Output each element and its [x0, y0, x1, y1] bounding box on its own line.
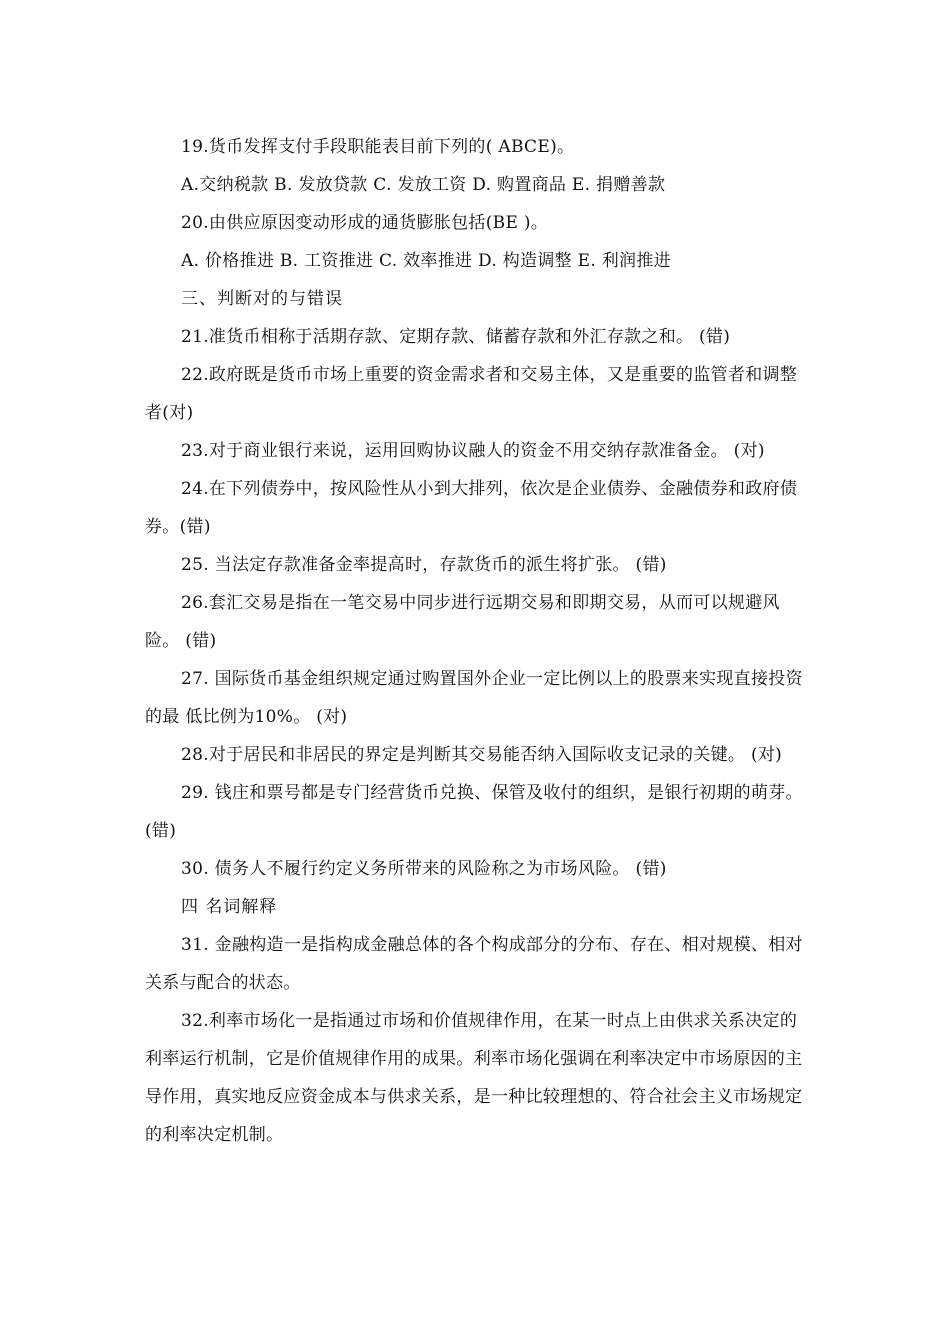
question-25: 25. 当法定存款准备金率提高时，存款货币的派生将扩张。 (错) [181, 555, 667, 575]
question-31: 31. 金融构造一是指构成金融总体的各个构成部分的分布、存在、相对规模、相对关系与配合的状态。 [145, 935, 803, 993]
question-19-options: A.交纳税款 B. 发放贷款 C. 发放工资 D. 购置商品 E. 捐赠善款 [181, 175, 666, 195]
question-19: 19.货币发挥支付手段职能表目前下列的( ABCE)。 [181, 137, 575, 157]
question-28: 28.对于居民和非居民的界定是判断其交易能否纳入国际收支记录的关键。 (对) [181, 745, 783, 765]
question-20-options: A. 价格推进 B. 工资推进 C. 效率推进 D. 构造调整 E. 利润推进 [181, 251, 671, 271]
question-20: 20.由供应原因变动形成的通货膨胀包括(BE )。 [181, 213, 549, 233]
question-26: 26.套汇交易是指在一笔交易中同步进行远期交易和即期交易，从而可以规避风险。 (错) [145, 593, 780, 651]
question-22: 22.政府既是货币市场上重要的资金需求者和交易主体，又是重要的监管者和调整者(对) [145, 365, 798, 423]
question-27: 27. 国际货币基金组织规定通过购置国外企业一定比例以上的股票来实现直接投资的最 低比例为10%。 (对) [145, 669, 803, 727]
question-32: 32.利率市场化一是指通过市场和价值规律作用，在某一时点上由供求关系决定的利率运行机制，它是价值规律作用的成果。利率市场化强调在利率决定中市场原因的主导作用，真实地反应资金成本与供求关系，是一种比较理想的、符合社会主义市场规定的利率决定机制。 [145, 1011, 803, 1145]
section-heading-true-false: 三、判断对的与错误 [181, 289, 343, 309]
question-21: 21.准货币相称于活期存款、定期存款、储蓄存款和外汇存款之和。 (错) [181, 327, 731, 347]
question-30: 30. 债务人不履行约定义务所带来的风险称之为市场风险。 (错) [181, 859, 667, 879]
question-29: 29. 钱庄和票号都是专门经营货币兑换、保管及收付的组织，是银行初期的萌芽。(错) [145, 783, 803, 841]
document-body [145, 128, 810, 1154]
question-24: 24.在下列债券中，按风险性从小到大排列，依次是企业债券、金融债券和政府债券。(错) [145, 479, 798, 537]
question-23: 23.对于商业银行来说，运用回购协议融人的资金不用交纳存款准备金。 (对) [181, 441, 765, 461]
section-heading-terms: 四 名词解释 [181, 897, 278, 917]
